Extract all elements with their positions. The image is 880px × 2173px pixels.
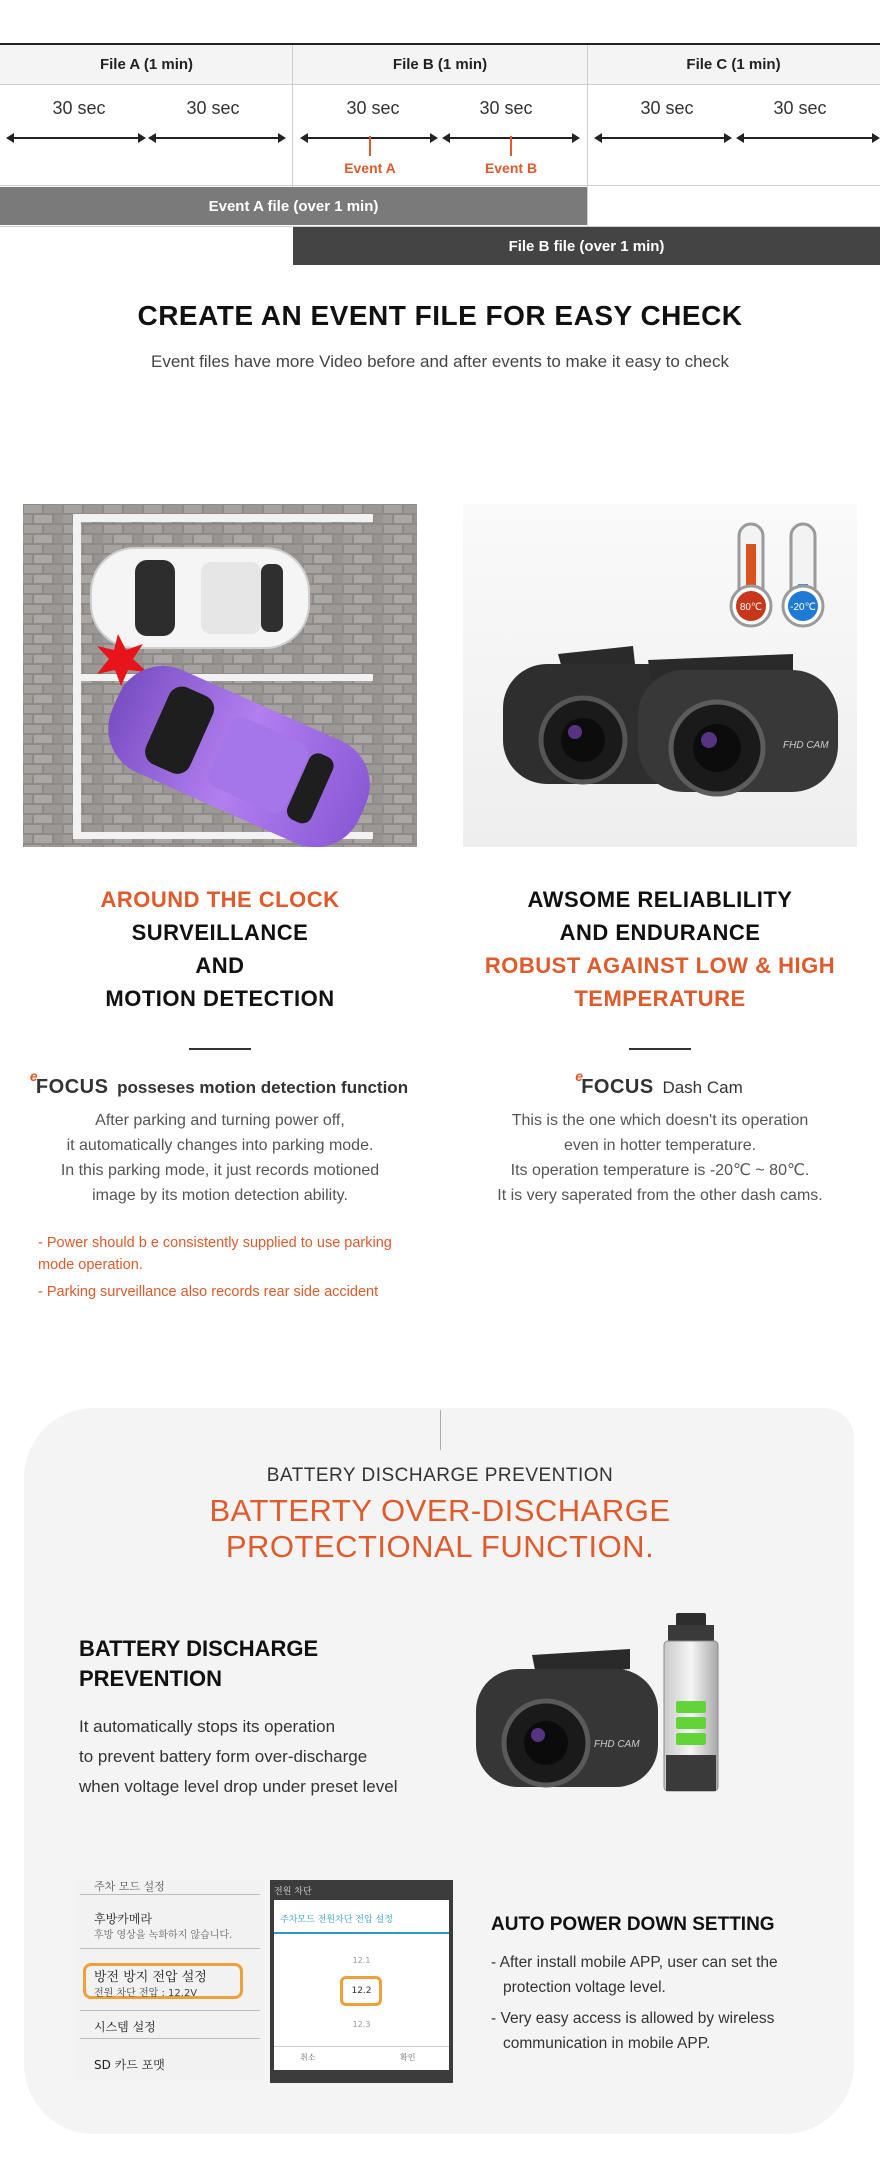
fhd-cam-label: FHD CAM [783,740,829,751]
event-section-subtitle: Event files have more Video before and after events to make it easy to check [150,352,729,371]
title-line: BATTERY DISCHARGE [79,1636,319,1661]
timeline-row-border [0,185,880,186]
right-brand-text: Dash Cam [662,1078,743,1097]
right-title-line: ROBUST AGAINST LOW & HIGH [484,953,836,978]
event-b-label: Event B [484,160,538,176]
body-line: when voltage level drop under preset level [79,1777,398,1796]
right-title-line: AWSOME RELIABLILITY [527,887,793,912]
logo-e: e [575,1068,584,1084]
menu-item: 주차 모드 설정 [94,1880,165,1893]
note-item: - Parking surveillance also records rear side accident [38,1284,379,1300]
auto-power-down-body [491,1950,831,2062]
phone-settings-screenshot [76,1880,264,2080]
cam-battery-illustration [470,1605,750,1855]
left-title-line: AROUND THE CLOCK [100,887,340,912]
menu-divider [80,1948,260,1949]
logo-text: FOCUS [581,1076,654,1098]
segment-label: 30 sec [640,98,694,118]
battery-headline [0,1493,880,1565]
segment-label: 30 sec [186,98,240,118]
segment-arrow [736,133,880,143]
menu-divider [80,1894,260,1895]
dialog-divider [274,1932,449,1934]
event-marker [369,136,371,156]
battery-discharge-body [79,1712,459,1802]
menu-item: 시스템 설정 [94,2020,156,2034]
dash-cam-icon [476,1649,658,1787]
battery-icon [664,1613,718,1791]
voltage-option-selected: 12.2 [351,1986,372,1996]
note-item: - Power should b e consistently supplied to use parking mode operation. [38,1235,392,1273]
title-line: PREVENTION [79,1666,223,1691]
body-line: it automatically changes into parking mode. [66,1137,374,1154]
menu-divider [80,2038,260,2039]
body-line: This is the one which doesn't its operation [511,1112,809,1129]
cold-temp-label: -20℃ [790,602,816,613]
apd-item: - After install mobile APP, user can set the protection voltage level. [491,1954,778,1996]
left-title-line: SURVEILLANCE [131,920,309,945]
dialog-divider [274,2046,449,2047]
file-b-header: File B (1 min) [293,45,587,85]
logo-e: e [29,1068,39,1084]
cold-thermometer-icon [783,524,823,626]
ok-button: 확인 [400,2053,416,2062]
menu-item: 방전 방지 전압 설정 [94,1970,207,1985]
dialog-subheader: 주차모드 전원차단 전압 설정 [280,1915,393,1925]
body-line: to prevent battery form over-discharge [79,1747,368,1766]
left-title-line: AND [195,953,245,978]
segment-label: 30 sec [52,98,106,118]
event-b-file-bar: File B file (over 1 min) [293,227,880,265]
battery-divider [440,1410,441,1450]
right-title-line: TEMPERATURE [574,986,746,1011]
file-a-header: File A (1 min) [0,45,293,85]
voltage-option: 12.3 [352,2020,371,2029]
left-brand-line [20,1068,420,1099]
body-line: Its operation temperature is -20℃ ~ 80℃. [510,1162,810,1179]
left-title-line: MOTION DETECTION [105,986,335,1011]
fhd-cam-label: FHD CAM [594,1739,640,1750]
cancel-button: 취소 [300,2053,316,2062]
body-line: It is very saperated from the other dash cams. [497,1187,823,1204]
apd-item: - Very easy access is allowed by wireless communication in mobile APP. [491,2010,775,2052]
body-line: even in hotter temperature. [563,1137,757,1154]
event-a-file-bar: Event A file (over 1 min) [0,187,587,225]
parking-illustration [23,504,417,847]
body-line: It automatically stops its operation [79,1717,336,1736]
menu-item-sub: 전원 차단 전압 : 12.2V [94,1988,198,1999]
headline-line: BATTERTY OVER-DISCHARGE [209,1493,671,1528]
menu-divider [80,2010,260,2011]
body-line: image by its motion detection ability. [92,1187,348,1204]
segment-label: 30 sec [346,98,400,118]
efocus-logo [575,1068,654,1099]
event-section-title: CREATE AN EVENT FILE FOR EASY CHECK [137,300,743,331]
left-divider [189,1048,251,1050]
white-car [91,548,309,648]
right-brand-line [460,1068,860,1099]
menu-item-sub: 후방 영상을 녹화하지 않습니다. [94,1930,233,1941]
right-column-title [460,883,860,1015]
headline-line: PROTECTIONAL FUNCTION. [225,1529,655,1564]
file-c-header: File C (1 min) [587,45,880,85]
menu-item: 후방카메라 [94,1912,152,1926]
left-brand-text: posseses motion detection function [117,1078,409,1097]
hot-temp-label: 80℃ [739,602,763,613]
battery-discharge-title [79,1634,379,1694]
hot-thermometer-icon [731,524,771,626]
efocus-logo [29,1068,109,1099]
parking-surveillance-image [23,504,417,847]
timeline-divider [292,45,293,187]
segment-arrow [594,133,732,143]
right-divider [629,1048,691,1050]
auto-power-down-title: AUTO POWER DOWN SETTING [491,1914,775,1935]
event-a-label: Event A [344,160,396,176]
event-marker [510,136,512,156]
voltage-option: 12.1 [352,1956,371,1965]
body-line: After parking and turning power off, [95,1112,345,1129]
logo-text: FOCUS [35,1076,109,1098]
segment-label: 30 sec [773,98,827,118]
dash-cam-temperature-image [463,504,857,847]
right-title-line: AND ENDURANCE [559,920,761,945]
left-column-title [20,883,420,1015]
segment-label: 30 sec [479,98,533,118]
right-body-text [460,1108,860,1208]
parking-notes [38,1232,428,1308]
battery-section-label: BATTERY DISCHARGE PREVENTION [266,1465,614,1486]
segment-arrow [148,133,286,143]
phone-voltage-screenshot [270,1880,453,2083]
body-line: In this parking mode, it just records motioned [60,1162,380,1179]
dash-cam-illustration [463,504,857,847]
dash-cam-right [638,654,838,794]
timeline-divider [587,45,588,227]
dialog-header: 전원 차단 [274,1887,312,1897]
left-body-text [20,1108,420,1208]
menu-item: SD 카드 포맷 [94,2058,165,2072]
segment-arrow [6,133,146,143]
